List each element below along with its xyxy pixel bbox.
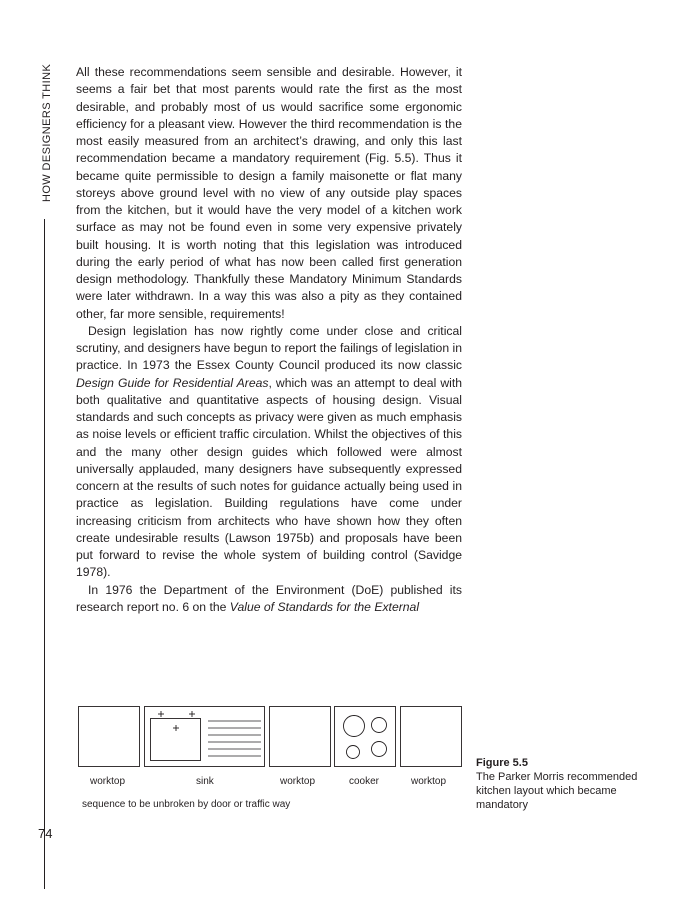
running-head-rule <box>44 219 45 889</box>
sink-unit <box>145 707 265 767</box>
worktop-unit-3 <box>401 707 462 767</box>
drainer-grooves <box>208 721 261 756</box>
report-title-value-of-standards: Value of Standards for the External <box>229 599 420 614</box>
figure-note: sequence to be unbroken by door or traffic way <box>82 799 291 810</box>
cooker-hob-large <box>344 716 365 737</box>
running-head <box>32 62 58 892</box>
book-title-design-guide: Design Guide for Residential Areas <box>76 375 269 390</box>
worktop-unit-2 <box>270 707 331 767</box>
label-worktop-1: worktop <box>90 776 126 787</box>
cooker-unit <box>335 707 396 767</box>
paragraph-3-text: In 1976 the Department of the Environment (DoE) published its research report no. 6 on the <box>76 582 462 614</box>
worktop-unit-1 <box>79 707 140 767</box>
paragraph-2-text-end: , which was an attempt to deal with both qualitative and quantitative aspects of housing design. Visual standards and such concepts as privacy were given as much emphasis as noise levels or efficient traffic circulation. Whilst the objectives of this and the many other design guides which followed were almost universally applauded, many designers have subsequently expressed concern at the results of such notes for guidance actually being used in practice as legislation. Building regulations have come under increasing criticism from architects who have shown how they often create undesirable results (Lawson 1975b) and proposals have been put forward to revise the whole system of building control (Savidge 1978). <box>76 375 462 580</box>
sink-bowl <box>151 719 201 761</box>
cooker-hob-small-3 <box>372 742 387 757</box>
page-number: 74 <box>38 826 53 841</box>
label-worktop-3: worktop <box>411 776 447 787</box>
label-cooker: cooker <box>349 776 380 787</box>
figure-caption <box>476 756 656 812</box>
paragraph-3 <box>76 582 462 617</box>
label-worktop-2: worktop <box>280 776 316 787</box>
running-head-title: HOW DESIGNERS THINK <box>41 63 53 202</box>
label-sink: sink <box>196 776 214 787</box>
figure-kitchen-layout <box>78 706 462 816</box>
paragraph-2-text: Design legislation has now rightly come under close and critical scrutiny, and designers have begun to report the failings of legislation in practice. In 1973 the Essex County Council produced its now classic <box>76 323 462 373</box>
caption-title: Figure 5.5 <box>476 757 528 769</box>
caption-text: The Parker Morris recommended kitchen layout which became mandatory <box>476 771 638 811</box>
tap-marks <box>158 711 195 731</box>
paragraph-1: All these recommendations seem sensible and desirable. However, it seems a fair bet that most parents would rate the first as the most desirable, and probably most of us would sacrifice some ergonomic efficiency for a pleasant view. However the third recommendation is the most easily measured from an architect’s drawing, and only this last recommendation became a mandatory requirement (Fig. 5.5). Thus it became quite permissible to design a family maisonette or flat many storeys above ground level with no view of any outside play spaces from the kitchen, but it would have the very model of a kitchen work surface as may not be found even in some very expensive privately built housing. It is worth noting that this legislation was introduced during the early period of what has now been called first generation design methodology. Thankfully these Mandatory Minimum Standards were later withdrawn. In a way this was also a pity as they contained other, far more sensible, requirements! <box>76 65 462 321</box>
body-text <box>76 64 462 616</box>
kitchen-layout-diagram <box>78 706 462 772</box>
cooker-hob-small-2 <box>347 746 360 759</box>
cooker-hob-small-1 <box>372 718 387 733</box>
paragraph-2 <box>76 323 462 582</box>
